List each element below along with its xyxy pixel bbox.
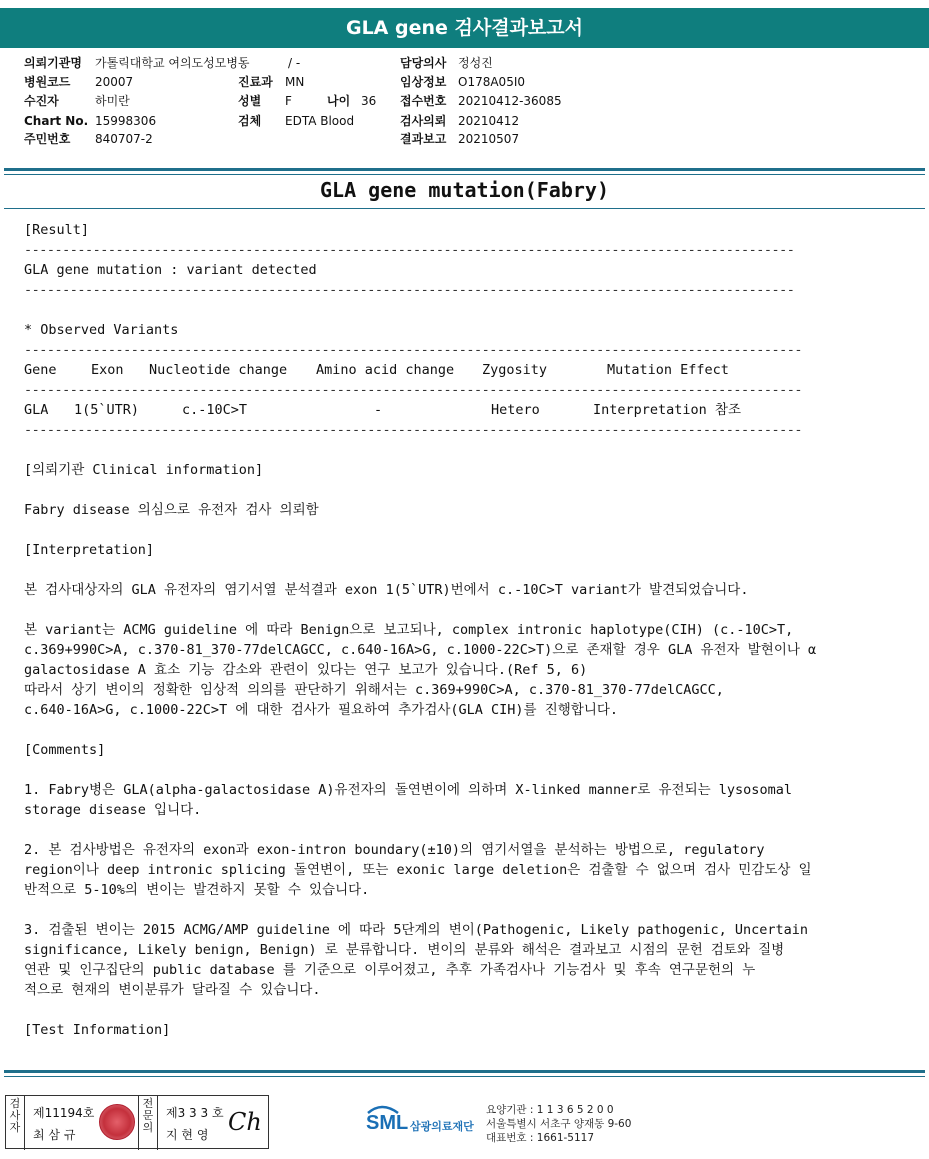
spacer <box>24 560 914 580</box>
meta-row-1 <box>0 54 929 73</box>
age-label: 나이 <box>327 94 351 108</box>
comment-2-line: 반적으로 5-10%의 변이는 발견하지 못할 수 있습니다. <box>24 882 370 898</box>
dash-line: ----------------------------------------------------------------------------------------------------- <box>24 242 795 258</box>
spacer <box>24 520 914 540</box>
report-body <box>24 220 914 1040</box>
org-name: 삼광의료재단 <box>410 1120 474 1133</box>
variants-table-header <box>24 360 914 380</box>
specialist-role: 전문의 <box>142 1097 154 1134</box>
examiner-role: 검사자 <box>9 1097 21 1134</box>
report-date-value: 20210507 <box>458 132 520 146</box>
meta-row-4 <box>0 112 929 131</box>
cell-exon: 1(5`UTR) <box>74 402 140 418</box>
result-header: [Result] <box>24 222 90 238</box>
comment-3-line: 연관 및 인구집단의 public database 를 기준으로 이루어졌고, 추후 가족검사나 기능검사 및 후속 연구문헌의 누 <box>24 962 756 978</box>
clinical-text: Fabry disease 의심으로 유전자 검사 의뢰함 <box>24 502 319 518</box>
clinical-header: [의뢰기관 Clinical information] <box>24 462 264 478</box>
cell-zygosity: Hetero <box>491 402 540 418</box>
clinical-info-value: O178A05I0 <box>458 75 526 89</box>
cell-amino: - <box>374 402 383 418</box>
spacer <box>24 760 914 780</box>
cell-nucleotide: c.-10C>T <box>182 402 248 418</box>
cell-effect: Interpretation 참조 <box>593 402 741 418</box>
interpretation-p2-line: c.369+990C>A, c.370-81_370-77delCAGCC, c.640-16A>G, c.1000-22C>T)으로 존재할 경우 GLA 유전자 발현이나 α <box>24 642 817 658</box>
spacer <box>24 820 914 840</box>
signature-box <box>5 1095 269 1149</box>
comment-2-line: region이나 deep intronic splicing 돌연변이, 또는 exonic large deletion은 검출할 수 없으며 검사 민감도상 일 <box>24 862 812 878</box>
report-header-bar <box>0 8 929 48</box>
sex-value: F <box>285 94 292 108</box>
comment-1-line: storage disease 입니다. <box>24 802 202 818</box>
resident-no-label: 주민번호 <box>24 132 71 146</box>
meta-row-5 <box>0 130 929 149</box>
col-nucleotide-header: Nucleotide change <box>149 362 288 378</box>
footer-divider-thick <box>4 1070 925 1073</box>
section-divider-thick <box>4 168 925 171</box>
interpretation-p2-line: c.640-16A>G, c.1000-22C>T 에 대한 검사가 필요하여 추가검사(GLA CIH)를 진행합니다. <box>24 702 619 718</box>
comment-3-line: 적으로 현재의 변이분류가 달라질 수 있습니다. <box>24 982 321 998</box>
spacer <box>24 300 914 320</box>
report-header-title: GLA gene 검사결과보고서 <box>345 17 583 39</box>
ward-value: / - <box>288 56 301 70</box>
cell-gene: GLA <box>24 402 49 418</box>
interpretation-p2-line: 따라서 상기 변이의 정확한 임상적 의의를 판단하기 위해서는 c.369+990C>A, c.370-81_370-77delCAGCC, <box>24 682 724 698</box>
interpretation-p2-line: 본 variant는 ACMG guideline 에 따라 Benign으로 보고되나, complex intronic haplotype(CIH) (c.-10C>T, <box>24 622 794 638</box>
spacer <box>24 440 914 460</box>
test-info-header: [Test Information] <box>24 1022 171 1038</box>
comment-3-line: significance, Likely benign, Benign) 로 분류합니다. 변이의 분류와 해석은 결과보고 시점의 문헌 검토와 질병 <box>24 942 785 958</box>
dash-line: ------------------------------------------------------------------------------------------------------ <box>24 382 803 398</box>
patient-meta <box>0 54 929 154</box>
examiner-license: 제11194호 <box>33 1106 95 1120</box>
chart-no-label: Chart No. <box>24 114 89 128</box>
org-contact-info <box>486 1103 631 1145</box>
meta-row-3 <box>0 92 929 111</box>
receiver-value: 하미란 <box>95 94 130 108</box>
title-underline <box>4 208 925 209</box>
col-amino-header: Amino acid change <box>316 362 455 378</box>
interpretation-p2-line: galactosidase A 효소 기능 감소와 관련이 있다는 연구 보고가 있습니다.(Ref 5, 6) <box>24 662 588 678</box>
resident-no-value: 840707-2 <box>95 132 153 146</box>
section-divider-thin <box>4 174 925 175</box>
dash-line: ----------------------------------------------------------------------------------------------------- <box>24 282 795 298</box>
footer-divider-thin <box>4 1076 925 1077</box>
signature-mark: Ch <box>228 1108 262 1136</box>
specimen-label: 검체 <box>238 114 262 128</box>
examiner-vertical-label <box>6 1096 25 1150</box>
receipt-no-value: 20210412-36085 <box>458 94 562 108</box>
clinical-info-label: 임상정보 <box>400 75 447 89</box>
result-line: GLA gene mutation : variant detected <box>24 262 317 278</box>
institution-value: 가톨릭대학교 여의도성모병동 <box>95 56 250 70</box>
comment-1-line: 1. Fabry병은 GLA(alpha-galactosidase A)유전자의 돌연변이에 의하며 X-linked manner로 유전되는 lysosomal <box>24 782 792 798</box>
receipt-no-label: 접수번호 <box>400 94 447 108</box>
request-date-value: 20210412 <box>458 114 520 128</box>
request-date-label: 검사의뢰 <box>400 114 447 128</box>
observed-variants-label: * Observed Variants <box>24 322 179 338</box>
variants-table-row <box>24 400 914 420</box>
org-phone: 대표번호 : 1661-5117 <box>486 1132 595 1144</box>
spacer <box>24 1000 914 1020</box>
doctor-value: 정성진 <box>458 56 493 70</box>
comments-header: [Comments] <box>24 742 106 758</box>
col-gene-header: Gene <box>24 362 57 378</box>
sml-logo <box>364 1103 484 1141</box>
sex-label: 성별 <box>238 94 262 108</box>
comment-2-line: 2. 본 검사방법은 유전자의 exon과 exon-intron boundary(±10)의 염기서열을 분석하는 방법으로, regulatory <box>24 842 765 858</box>
spacer <box>24 900 914 920</box>
interpretation-header: [Interpretation] <box>24 542 155 558</box>
department-label: 진료과 <box>238 75 273 89</box>
spacer <box>24 600 914 620</box>
dash-line: ------------------------------------------------------------------------------------------------------ <box>24 422 803 438</box>
spacer <box>24 480 914 500</box>
specimen-value: EDTA Blood <box>285 114 355 128</box>
examiner-name: 최 삼 규 <box>33 1128 76 1142</box>
doctor-label: 담당의사 <box>400 56 447 70</box>
care-code: 요양기관 : 1 1 3 6 5 2 0 0 <box>486 1104 614 1116</box>
sml-logo-text: SML <box>366 1112 409 1134</box>
report-title: GLA gene mutation(Fabry) <box>320 178 609 202</box>
hospital-code-label: 병원코드 <box>24 75 71 89</box>
receiver-label: 수진자 <box>24 94 59 108</box>
report-date-label: 결과보고 <box>400 132 447 146</box>
spacer <box>24 720 914 740</box>
department-value: MN <box>285 75 305 89</box>
interpretation-p1: 본 검사대상자의 GLA 유전자의 염기서열 분석결과 exon 1(5`UTR)번에서 c.-10C>T variant가 발견되었습니다. <box>24 582 749 598</box>
org-address: 서울특별시 서초구 양재동 9-60 <box>486 1118 632 1130</box>
hospital-code-value: 20007 <box>95 75 134 89</box>
specialist-license: 제3 3 3 호 <box>166 1106 224 1120</box>
dash-line: ------------------------------------------------------------------------------------------------------ <box>24 342 803 358</box>
meta-row-2 <box>0 73 929 92</box>
specialist-vertical-label <box>138 1096 158 1150</box>
institution-label: 의뢰기관명 <box>24 56 82 70</box>
age-value: 36 <box>361 94 377 108</box>
col-zygosity-header: Zygosity <box>482 362 548 378</box>
comment-3-line: 3. 검출된 변이는 2015 ACMG/AMP guideline 에 따라 5단계의 변이(Pathogenic, Likely pathogenic, Uncertain <box>24 922 809 938</box>
specialist-name: 지 현 영 <box>166 1128 209 1142</box>
chart-no-value: 15998306 <box>95 114 157 128</box>
col-exon-header: Exon <box>91 362 124 378</box>
seal-stamp-icon <box>99 1104 135 1140</box>
col-effect-header: Mutation Effect <box>607 362 729 378</box>
